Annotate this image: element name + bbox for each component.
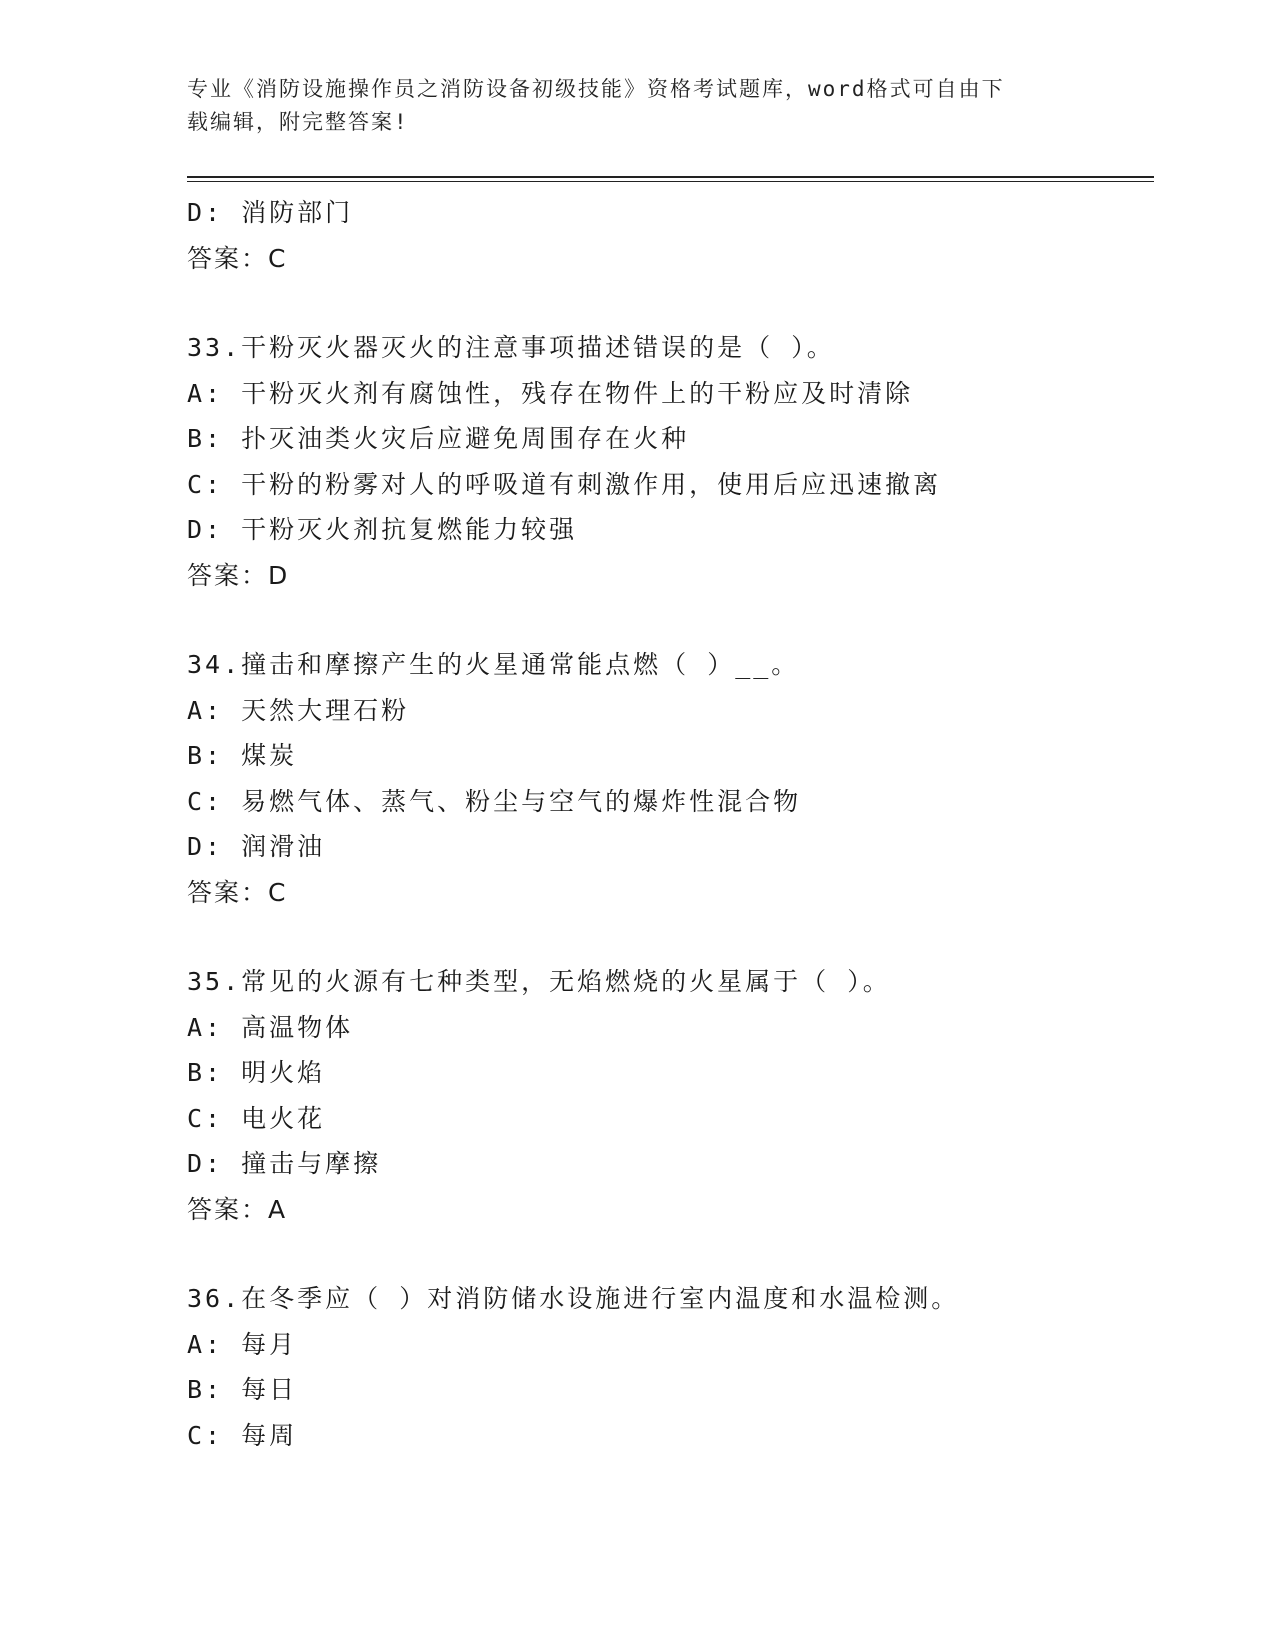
option-a: A: 干粉灭火剂有腐蚀性，残存在物件上的干粉应及时清除 [187, 378, 914, 408]
option-c: C: 电火花 [187, 1103, 326, 1133]
option-a: A: 高温物体 [187, 1012, 354, 1042]
header-line-2: 载编辑，附完整答案! [187, 110, 409, 134]
question-32-tail [187, 190, 1147, 281]
answer: 答案：A [187, 1194, 288, 1224]
question-stem: 33.干粉灭火器灭火的注意事项描述错误的是（ ）。 [187, 333, 835, 362]
answer: 答案：C [187, 877, 288, 907]
option-d: D: 消防部门 [187, 198, 354, 227]
header-rule-thin [187, 181, 1154, 182]
option-b: B: 煤炭 [187, 741, 298, 770]
option-c: C: 干粉的粉雾对人的呼吸道有刺激作用，使用后应迅速撤离 [187, 469, 942, 499]
option-c: C: 每周 [187, 1420, 298, 1450]
question-35 [187, 959, 1147, 1232]
option-a: A: 天然大理石粉 [187, 695, 410, 725]
question-34 [187, 642, 1147, 915]
page-header [187, 73, 1067, 139]
header-line-1: 专业《消防设施操作员之消防设备初级技能》资格考试题库，word格式可自由下 [187, 77, 1005, 101]
question-stem: 34.撞击和摩擦产生的火星通常能点燃（ ）__。 [187, 650, 800, 679]
spacer [187, 598, 1147, 642]
question-33 [187, 325, 1147, 598]
question-stem: 35.常见的火源有七种类型，无焰燃烧的火星属于（ ）。 [187, 967, 891, 996]
option-d: D: 润滑油 [187, 832, 326, 861]
header-rule-thick [187, 176, 1154, 178]
spacer [187, 1232, 1147, 1276]
question-stem: 36.在冬季应（ ）对消防储水设施进行室内温度和水温检测。 [187, 1284, 960, 1313]
question-list [187, 190, 1147, 1458]
option-a: A: 每月 [187, 1329, 298, 1359]
option-c: C: 易燃气体、蒸气、粉尘与空气的爆炸性混合物 [187, 786, 802, 816]
spacer [187, 915, 1147, 959]
spacer [187, 281, 1147, 325]
option-b: B: 明火焰 [187, 1058, 326, 1087]
answer: 答案：C [187, 243, 288, 273]
option-b: B: 扑灭油类火灾后应避免周围存在火种 [187, 424, 690, 453]
answer: 答案：D [187, 560, 290, 590]
option-d: D: 撞击与摩擦 [187, 1149, 382, 1178]
option-b: B: 每日 [187, 1375, 298, 1404]
option-d: D: 干粉灭火剂抗复燃能力较强 [187, 515, 578, 544]
question-36 [187, 1276, 1147, 1458]
